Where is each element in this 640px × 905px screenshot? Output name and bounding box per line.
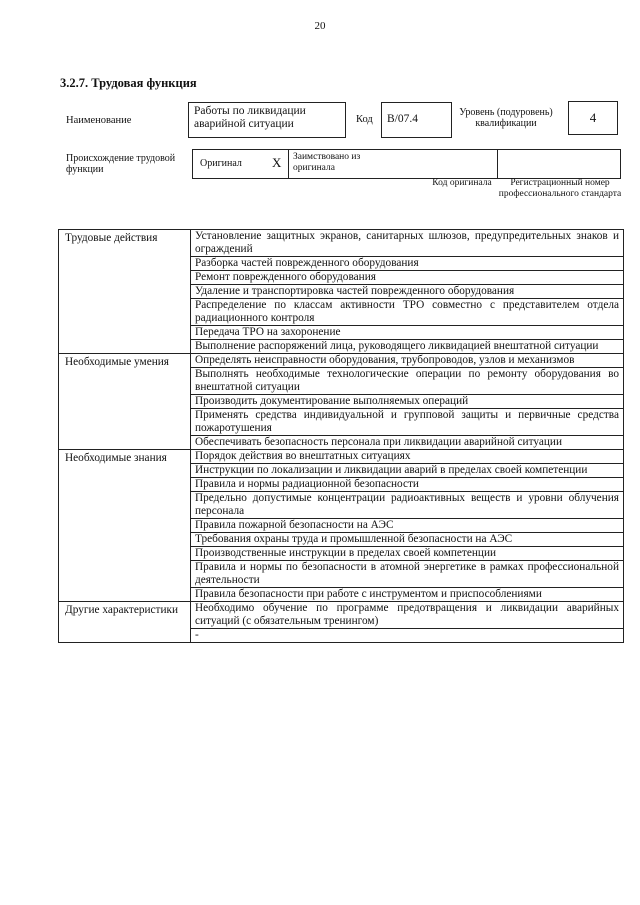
table-cell: - bbox=[191, 629, 624, 643]
section-title-other-characteristics: Другие характеристики bbox=[59, 602, 191, 643]
table-cell: Правила и нормы по безопасности в атомной энергетике в рамках профессиональной деятельности bbox=[191, 561, 624, 588]
level-label: Уровень (подуровень) квалификации bbox=[459, 107, 553, 129]
table-cell: Предельно допустимые концентрации радиоактивных веществ и уровни облучения персонала bbox=[191, 492, 624, 519]
table-cell: Необходимо обучение по программе предотвращения и ликвидации аварийных ситуаций (с обязательным тренингом) bbox=[191, 602, 624, 629]
table-cell: Производственные инструкции в пределах своей компетенции bbox=[191, 547, 624, 561]
section-title-required-skills: Необходимые умения bbox=[59, 354, 191, 450]
original-mark: X bbox=[272, 155, 282, 170]
registration-box bbox=[497, 149, 621, 179]
borrowed-box bbox=[288, 149, 498, 179]
section-title-labor-actions: Трудовые действия bbox=[59, 230, 191, 354]
function-name-value: Работы по ликвидации аварийной ситуации bbox=[194, 105, 306, 130]
table-cell: Установление защитных экранов, санитарных шлюзов, предупредительных знаков и ограждений bbox=[191, 230, 624, 257]
table-row bbox=[59, 602, 624, 629]
registration-number-caption: Регистрационный номер профессионального стандарта bbox=[498, 178, 622, 199]
table-row bbox=[59, 450, 624, 464]
table-cell: Инструкции по локализации и ликвидации аварий в пределах своей компетенции bbox=[191, 464, 624, 478]
table-cell: Обеспечивать безопасность персонала при ликвидации аварийной ситуации bbox=[191, 436, 624, 450]
code-original-caption: Код оригинала bbox=[432, 178, 492, 188]
original-label: Оригинал bbox=[200, 158, 242, 169]
table-cell: Правила безопасности при работе с инструментом и приспособлениями bbox=[191, 588, 624, 602]
table-cell: Правила пожарной безопасности на АЭС bbox=[191, 519, 624, 533]
origin-label: Происхождение трудовой функции bbox=[66, 153, 176, 175]
table-cell: Требования охраны труда и промышленной безопасности на АЭС bbox=[191, 533, 624, 547]
table-cell: Применять средства индивидуальной и групповой защиты и первичные средства пожаротушения bbox=[191, 409, 624, 436]
table-cell: Порядок действия во внештатных ситуациях bbox=[191, 450, 624, 464]
table-cell: Ремонт поврежденного оборудования bbox=[191, 271, 624, 285]
table-cell: Определять неисправности оборудования, трубопроводов, узлов и механизмов bbox=[191, 354, 624, 368]
table-cell: Производить документирование выполняемых операций bbox=[191, 395, 624, 409]
code-label: Код bbox=[356, 114, 373, 125]
table-cell: Передача ТРО на захоронение bbox=[191, 326, 624, 340]
table-cell: Выполнять необходимые технологические операции по ремонту оборудования во внештатной ситуации bbox=[191, 368, 624, 395]
page-number: 20 bbox=[314, 20, 326, 32]
section-title-required-knowledge: Необходимые знания bbox=[59, 450, 191, 602]
labor-function-table bbox=[58, 229, 624, 643]
table-cell: Разборка частей поврежденного оборудования bbox=[191, 257, 624, 271]
borrowed-label: Заимствовано из оригинала bbox=[293, 152, 361, 173]
section-title: 3.2.7. Трудовая функция bbox=[60, 76, 197, 90]
function-name-box bbox=[188, 102, 346, 138]
table-cell: Распределение по классам активности ТРО совместно с представителем отдела радиационного контроля bbox=[191, 299, 624, 326]
table-row bbox=[59, 230, 624, 257]
level-value: 4 bbox=[589, 110, 597, 125]
name-label: Наименование bbox=[66, 115, 132, 126]
table-cell: Правила и нормы радиационной безопасности bbox=[191, 478, 624, 492]
code-value: B/07.4 bbox=[387, 113, 418, 125]
code-box bbox=[381, 102, 452, 138]
table-cell: Выполнение распоряжений лица, руководящего ликвидацией внештатной ситуации bbox=[191, 340, 624, 354]
table-cell: Удаление и транспортировка частей поврежденного оборудования bbox=[191, 285, 624, 299]
table-row bbox=[59, 354, 624, 368]
level-box bbox=[568, 101, 618, 135]
original-box bbox=[192, 149, 289, 179]
